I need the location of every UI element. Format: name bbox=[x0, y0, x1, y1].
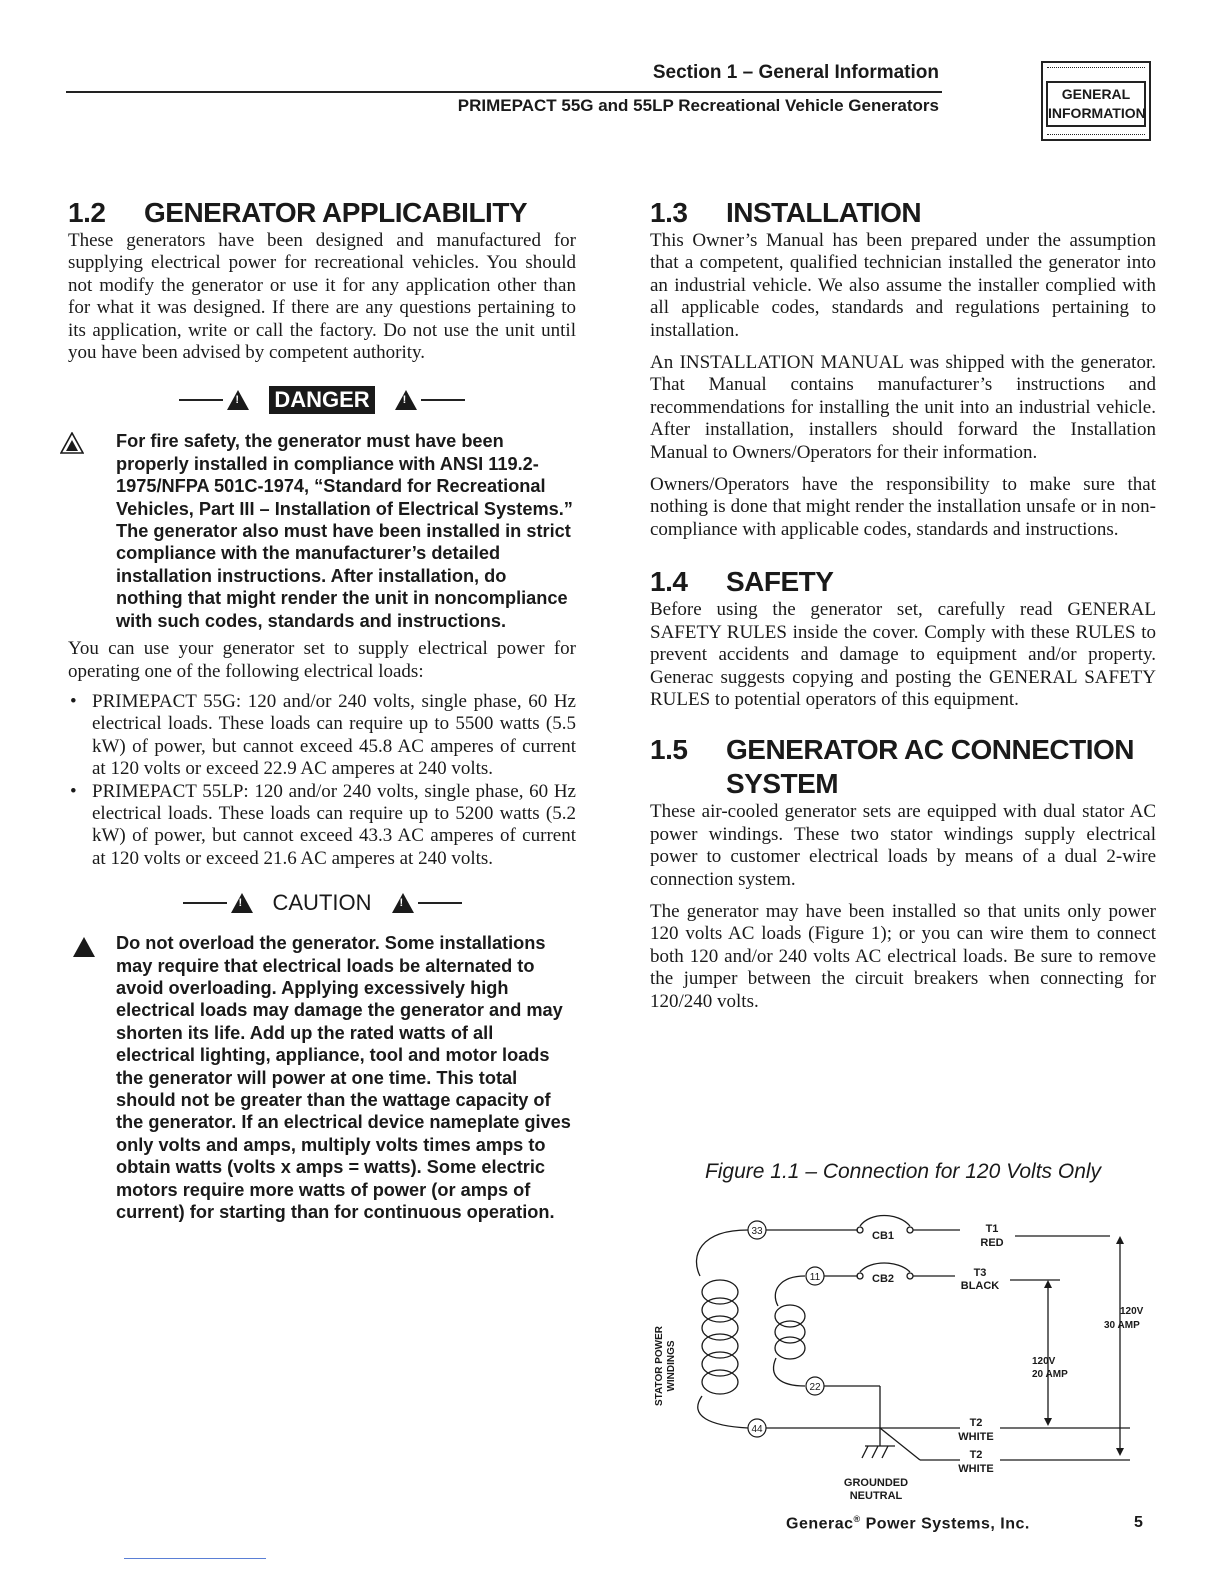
wire-11-label: 11 bbox=[809, 1272, 821, 1283]
manual-subtitle: PRIMEPACT 55G and 55LP Recreational Vehicle Generators bbox=[457, 96, 939, 115]
page-number: 5 bbox=[1134, 1514, 1143, 1531]
voltage-label: 120V bbox=[1032, 1356, 1056, 1367]
amp-label: 20 AMP bbox=[1032, 1369, 1068, 1380]
ac-connection-paragraph-1: These air-cooled generator sets are equipped with dual stator AC power windings. These two stator windings supply electrical power to customer electrical loads by means of a dual 2-wire connection system. bbox=[650, 801, 1156, 890]
tab-label-line2: INFORMATION bbox=[1048, 105, 1146, 121]
installation-paragraph-3: Owners/Operators have the responsibility to make sure that nothing is done that might render the installation unsafe or in non-compliance with applicable codes, standards and instructions. bbox=[650, 474, 1156, 540]
tab-label-line1: GENERAL bbox=[1061, 86, 1131, 102]
loads-intro: You can use your generator set to supply electrical power for operating one of the following electrical loads: bbox=[68, 638, 576, 682]
wiring-diagram bbox=[640, 1196, 1160, 1506]
footer-rule bbox=[124, 1558, 266, 1559]
installation-paragraph-2: An INSTALLATION MANUAL was shipped with the generator. That Manual contains manufacturer’s instructions and recommendations for installing the unit into an industrial vehicle. After installation, installers should forward the Installation Manual to Owners/Operators for their information. bbox=[650, 352, 1156, 463]
installation-paragraph-1: This Owner’s Manual has been prepared under the assumption that a competent, qualified technician installed the generator into an industrial vehicle. We also assume the installer complied with all applicable codes, standards and regulations pertaining to installation. bbox=[650, 230, 1156, 341]
stator-label: STATOR POWER bbox=[654, 1326, 665, 1406]
warning-triangle-icon: ! bbox=[231, 893, 253, 913]
ac-connection-paragraph-2: The generator may have been installed so that units only power 120 volts AC loads (Figure 1); or you can wire them to connect both 120 and/or 240 volts AC electrical loads. Be sure to remove the jumper between the circuit breakers when connecting for 120/240 volts. bbox=[650, 900, 1156, 1012]
danger-label: DANGER bbox=[269, 386, 374, 414]
warning-triangle-icon: ! bbox=[227, 390, 249, 410]
cb1-label: CB1 bbox=[872, 1230, 895, 1242]
right-column bbox=[650, 196, 1156, 1013]
ground-label: NEUTRAL bbox=[849, 1490, 903, 1502]
heading-1-3: 1.3 INSTALLATION bbox=[650, 197, 922, 228]
t1-color: RED bbox=[980, 1237, 1004, 1249]
warning-triangle-icon bbox=[60, 432, 84, 454]
heading-1-5: 1.5 GENERATOR AC CONNECTION SYSTEM bbox=[650, 734, 1134, 800]
t2-color: WHITE bbox=[958, 1463, 994, 1475]
header-rule bbox=[66, 91, 942, 93]
danger-header bbox=[68, 386, 576, 414]
amp-label: 30 AMP bbox=[1104, 1320, 1140, 1331]
safety-paragraph: Before using the generator set, carefully read GENERAL SAFETY RULES inside the cover. Comply with these RULES to prevent accidents and damage to equipment and/or property. Generac suggests copying and posting the GENERAL SAFETY RULES to potential operators of this equipment. bbox=[650, 599, 1156, 710]
t3-color: BLACK bbox=[960, 1280, 1000, 1292]
wire-44-label: 44 bbox=[751, 1424, 763, 1435]
ground-label: GROUNDED bbox=[843, 1477, 909, 1489]
cb2-label: CB2 bbox=[872, 1273, 895, 1285]
left-column bbox=[68, 196, 576, 1223]
warning-triangle-icon bbox=[72, 936, 96, 958]
wire-33-label: 33 bbox=[751, 1226, 763, 1237]
figure-caption: Figure 1.1 – Connection for 120 Volts Only bbox=[704, 1160, 1102, 1183]
warning-triangle-icon: ! bbox=[392, 893, 414, 913]
footer-company: Generac® Power Systems, Inc. bbox=[786, 1514, 1030, 1533]
caution-notice bbox=[68, 932, 576, 1223]
wire-22-label: 22 bbox=[809, 1382, 821, 1393]
caution-header bbox=[68, 890, 576, 916]
heading-1-2: 1.2 GENERATOR APPLICABILITY bbox=[68, 197, 528, 228]
applicability-paragraph: These generators have been designed and manufactured for supplying electrical power for recreational vehicles. You should not modify the generator or use it for any application other than for what it was designed. If there are any questions pertaining to its application, write or call the factory. Do not use the unit until you have been advised by competent authority. bbox=[68, 230, 576, 364]
caution-text: Do not overload the generator. Some installations may require that electrical loads be alternated to avoid overloading. Applying excessively high electrical loads may damage the generator and may shorten its life. Add up the rated watts of all electrical lighting, appliance, tool and motor loads the generator will power at one time. This total should not be greater than the wattage capacity of the generator. If an electrical device nameplate gives only volts and amps, multiply volts times amps to obtain watts (volts x amps = watts). Some electric motors require more watts of power (or amps of current) for starting than for continuous operation. bbox=[116, 933, 571, 1223]
t1-label: T1 bbox=[985, 1223, 999, 1235]
list-item: • PRIMEPACT 55LP: 120 and/or 240 volts, single phase, 60 Hz electrical loads. These loads can require up to 5200 watts (5.2 kW) of power, but cannot exceed 43.3 AC amperes of current at 120 volts or exceed 21.6 AC amperes at 240 volts. bbox=[68, 781, 576, 871]
stator-label: WINDINGS bbox=[666, 1340, 677, 1392]
warning-triangle-icon: ! bbox=[395, 390, 417, 410]
voltage-label: 120V bbox=[1120, 1306, 1144, 1317]
caution-label: CAUTION bbox=[272, 890, 372, 916]
load-list bbox=[68, 691, 576, 870]
danger-notice bbox=[68, 430, 576, 632]
danger-text: For fire safety, the generator must have been properly installed in compliance with ANSI 119.2-1975/NFPA 501C-1974, “Standard for Recreational Vehicles, Part III – Installation of Electrical Systems.” The generator also must have been installed in strict compliance with the manufacturer’s detailed installation instructions. After installation, do nothing that might render the unit in noncompliance with such codes, standards and instructions. bbox=[116, 431, 573, 631]
stator-winding-outer bbox=[702, 1280, 738, 1394]
t3-label: T3 bbox=[973, 1267, 987, 1279]
t2-color: WHITE bbox=[958, 1431, 994, 1443]
list-item: • PRIMEPACT 55G: 120 and/or 240 volts, single phase, 60 Hz electrical loads. These loads can require up to 5500 watts (5.5 kW) of power, but cannot exceed 45.8 AC amperes of current at 120 volts or exceed 22.9 AC amperes at 240 volts. bbox=[68, 691, 576, 781]
section-title: Section 1 – General Information bbox=[652, 62, 939, 83]
t2-label: T2 bbox=[969, 1449, 983, 1461]
heading-1-4: 1.4 SAFETY bbox=[650, 566, 834, 598]
section-tab bbox=[1041, 61, 1151, 141]
t2-label: T2 bbox=[969, 1417, 983, 1429]
